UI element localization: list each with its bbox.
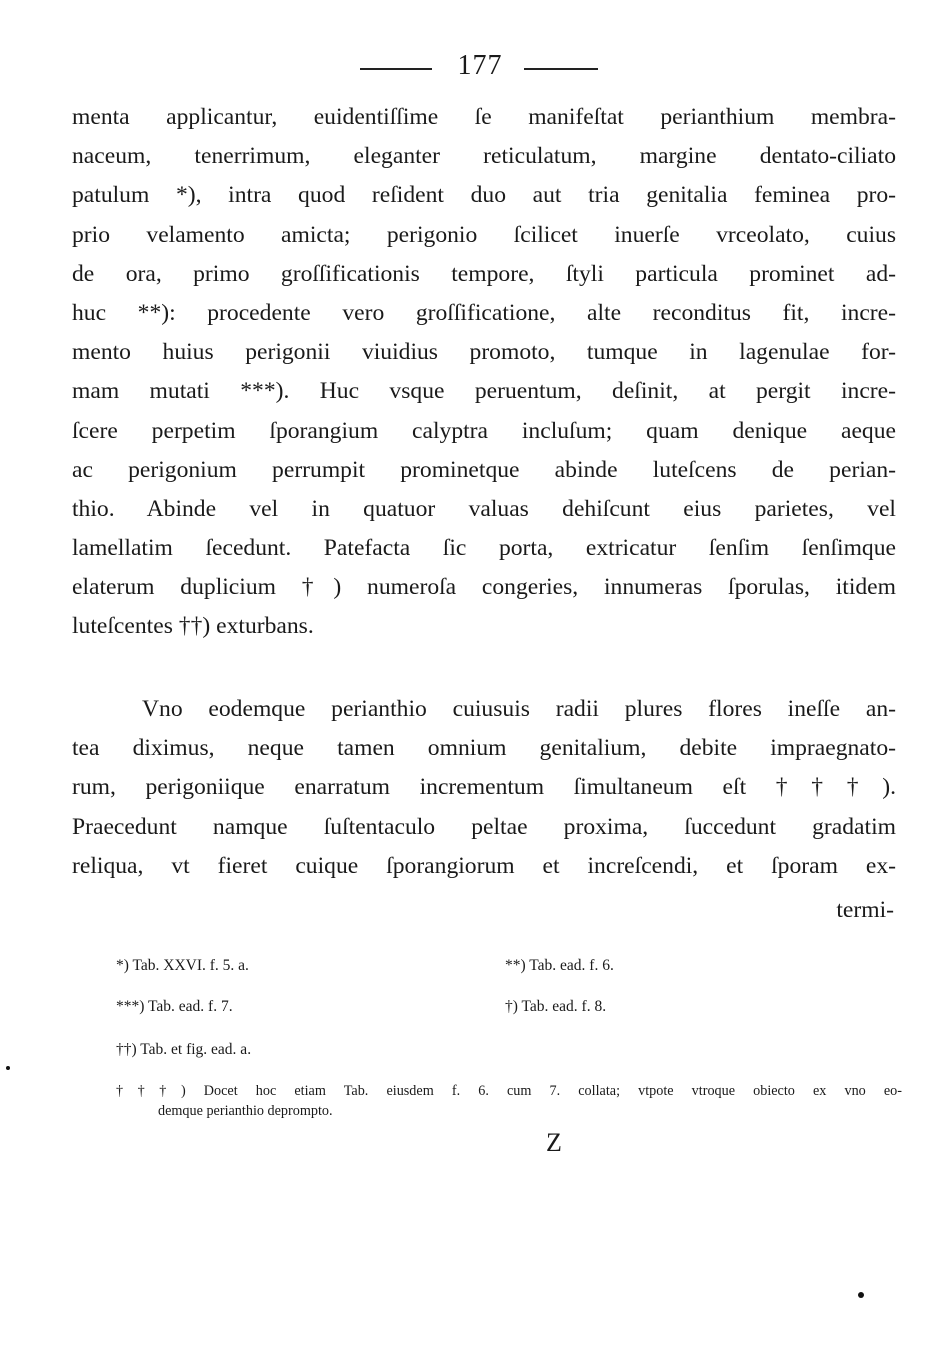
- text-line: elaterum duplicium †) numeroſa congeries, innumeras ſporulas, itidem: [72, 574, 896, 601]
- text-line: menta applicantur, euidentiſſime ſe manifeſtat perianthium membra-: [72, 104, 896, 130]
- text-line: naceum, tenerrimum, eleganter reticulatum, margine dentato-ciliato: [72, 143, 896, 170]
- footnote: ***) Tab. ead. f. 7.: [116, 998, 233, 1015]
- text-line: mento huius perigonii viuidius promoto, tumque in lagenulae for-: [72, 339, 896, 366]
- footnote: *) Tab. XXVI. f. 5. a.: [116, 957, 249, 974]
- text-line: ac perigonium perrumpit prominetque abinde luteſcens de perian-: [72, 456, 896, 483]
- text-line: de ora, primo groſſificationis tempore, ſtyli particula prominet ad-: [72, 260, 896, 287]
- text-line: rum, perigoniique enarratum incrementum ſimultaneum eſt †††).: [72, 774, 896, 801]
- ink-speck: [6, 1066, 10, 1070]
- footnote-long-line-1: †††) Docet hoc etiam Tab. eiusdem f. 6. cum 7. collata; vtpote vtroque obiecto ex vno eo-: [116, 1083, 902, 1099]
- footnote-long-line-2: demque perianthio deprompto.: [158, 1103, 333, 1119]
- text-line: Vno eodemque perianthio cuiusuis radii plures flores ineſſe an-: [142, 696, 896, 722]
- text-line: ſcere perpetim ſporangium calyptra incluſum; quam denique aeque: [72, 417, 896, 444]
- text-line: Praecedunt namque ſuſtentaculo peltae proxima, ſuccedunt gradatim: [72, 813, 896, 840]
- page-header: [0, 48, 950, 84]
- signature-mark: Z: [546, 1128, 562, 1157]
- footnote: ††) Tab. et fig. ead. a.: [116, 1041, 252, 1058]
- text-line: tea diximus, neque tamen omnium genitalium, debite impraegnato-: [72, 735, 896, 762]
- header-rule-right: [524, 68, 598, 70]
- ink-speck: [858, 1292, 864, 1298]
- text-line: lamellatim ſecedunt. Patefacta ſic porta, extricatur ſenſim ſenſimque: [72, 535, 896, 562]
- paragraph-2: [72, 690, 896, 886]
- text-line: luteſcentes ††) exturbans.: [72, 613, 314, 640]
- text-line: patulum *), intra quod reſident duo aut tria genitalia feminea pro-: [72, 182, 896, 209]
- text-line: thio. Abinde vel in quatuor valuas dehiſcunt eius parietes, vel: [72, 495, 896, 522]
- paragraph-1: [72, 98, 896, 647]
- footnote-long: [116, 1081, 902, 1121]
- text-line: mam mutati ***). Huc vsque peruentum, deſinit, at pergit incre-: [72, 378, 896, 405]
- text-line: reliqua, vt fieret cuique ſporangiorum et increſcendi, et ſporam ex-: [72, 852, 896, 879]
- footnote: **) Tab. ead. f. 6.: [505, 957, 614, 974]
- header-rule-left: [360, 68, 432, 70]
- text-line: huc **): procedente vero groſſificatione, alte reconditus fit, incre-: [72, 299, 896, 326]
- footnote: †) Tab. ead. f. 8.: [505, 998, 607, 1015]
- text-line: prio velamento amicta; perigonio ſcilicet inuerſe vrceolato, cuius: [72, 221, 896, 248]
- catchword: termi-: [836, 897, 894, 923]
- page-number: 177: [457, 50, 503, 81]
